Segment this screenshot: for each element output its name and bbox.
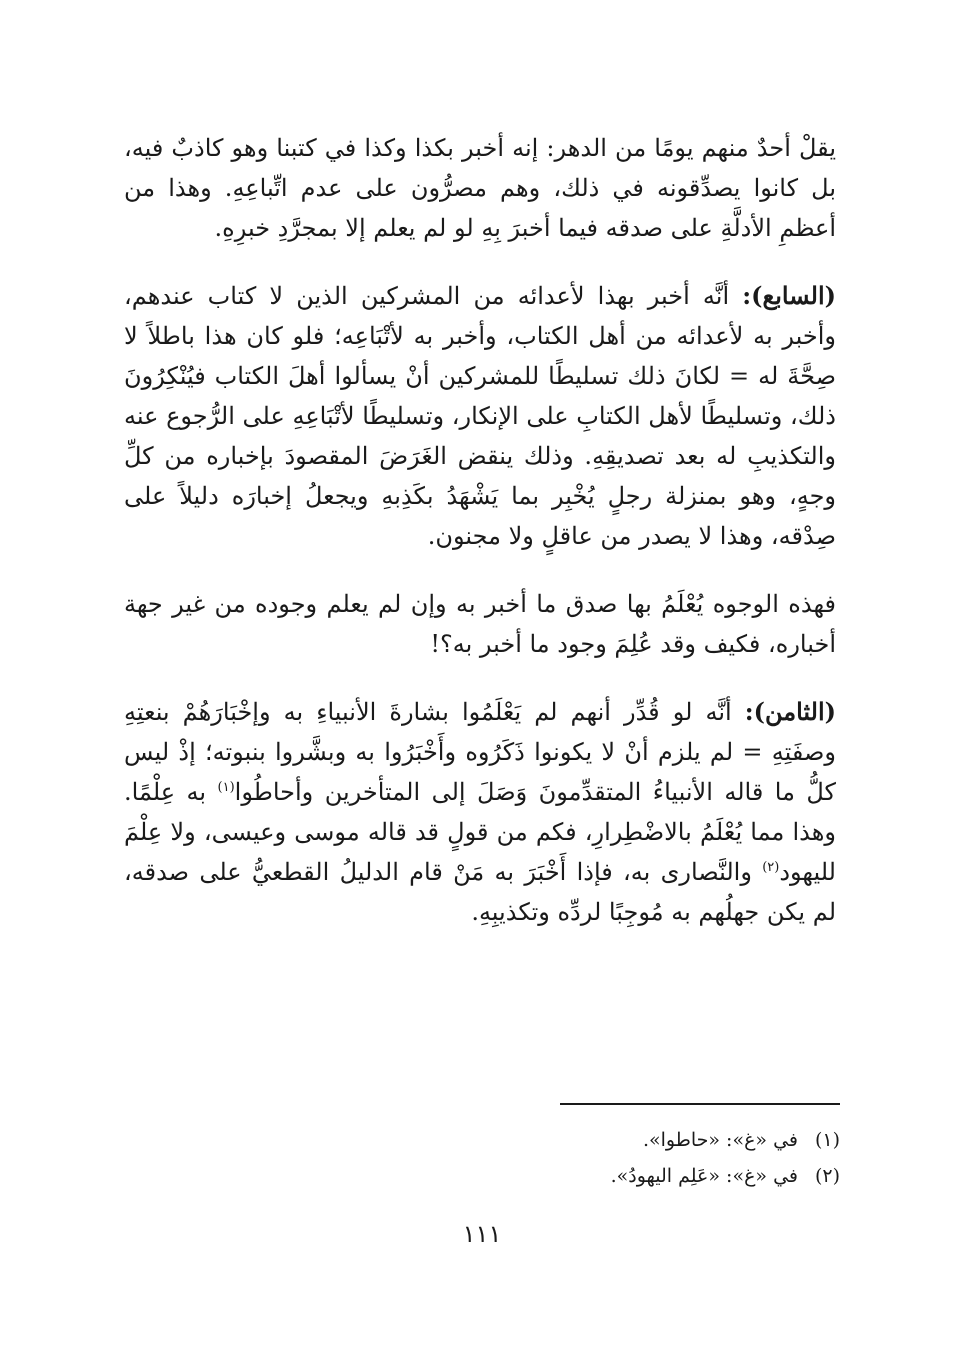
paragraph-text: والنَّصارى به، فإذا أَخْبَرَ به مَنْ قام الدليلُ القطعيُّ على صدقه، لم يكن جهلُهم به مُوجِبًا لردِّه وتكذيبِهِ. <box>124 858 836 926</box>
paragraph-text: به عِلْمًا. وهذا مما يُعْلَمُ بالاضْطِرارِ، فكم من قولٍ قد قاله موسى وعيسى، ولا عِلْمَ لليهود <box>124 778 836 886</box>
footnote-item <box>128 1122 840 1158</box>
paragraph-eighth <box>124 692 836 932</box>
footnote-divider <box>560 1103 840 1105</box>
footnote-text: في «غ»: «حاطوا». <box>642 1129 798 1151</box>
footnote-marker[interactable]: (١) <box>217 780 235 795</box>
page-body <box>124 128 836 932</box>
footnotes-section <box>128 1122 840 1194</box>
paragraph-summary <box>124 584 836 664</box>
paragraph-heading: (السابع): <box>742 281 836 310</box>
footnote-number: (٢) <box>814 1165 840 1187</box>
paragraph-text: أنَّه لو قُدِّر أنهم لم يَعْلَمُوا بشارةَ الأنبياءِ به وإخْبَارَهُمْ بنعتِهِ وصفَتِهِ = لم يلزم أنْ لا يكونوا ذَكَرُوه وأَخْبَرُوا به وبشَّروا بنبوته؛ إذْ ليس كلُّ ما قاله الأنبياءُ المتقدِّمونَ وَصَلَ إلى المتأخرين وأحاطُوا <box>124 698 836 806</box>
paragraph-text: فهذه الوجوه يُعْلَمُ بها صدق ما أخبر به وإن لم يعلم وجوده من غير جهة أخباره، فكيف وقد عُلِمَ وجود ما أخبر به؟! <box>124 590 836 658</box>
page-number: ١١١ <box>462 1220 502 1248</box>
footnote-number: (١) <box>814 1129 840 1151</box>
footnote-marker[interactable]: (٢) <box>762 860 780 875</box>
paragraph-continuation <box>124 128 836 248</box>
paragraph-heading: (الثامن): <box>744 697 836 726</box>
paragraph-seventh <box>124 276 836 556</box>
paragraph-text: أنَّه أخبر بهذا لأعدائه من المشركين الذين لا كتاب عندهم، وأخبر به لأعدائه من أهل الكتاب، وأخبر به لأتْبَاعِه؛ فلو كان هذا باطلاً لا صِحَّةَ له = لكانَ ذلك تسليطًا للمشركين أنْ يسألوا أهلَ الكتاب فيُنْكِرُونَ ذلك، وتسليطًا لأهل الكتابِ على الإنكار، وتسليطًا لأتْبَاعِهِ على الرُّجوع عنه والتكذيبِ له بعد تصديقِهِ. وذلك ينقض الغَرَضَ المقصودَ بإخباره من كلِّ وجهٍ، وهو بمنزلة رجلٍ يُخْبِر بما يَشْهَدُ بكَذِبهِ ويجعلُ إخبارَه دليلاً على صِدْقه، وهذا لا يصدر من عاقلٍ ولا مجنون. <box>124 282 837 550</box>
footnote-text: في «غ»: «عَلِم اليهودُ». <box>610 1165 798 1187</box>
paragraph-text: يقلْ أحدٌ منهم يومًا من الدهر: إنه أخبر بكذا وكذا في كتبنا وهو كاذبٌ فيه، بل كانوا يصدِّقونه في ذلك، وهم مصرُّون على عدم اتِّباعِهِ. وهذا من أعظمِ الأدلَّةِ على صدقه فيما أخبرَ بِهِ لو لم يعلم إلا بمجرَّدِ خبرِهِ. <box>124 134 836 242</box>
footnote-item <box>128 1158 840 1194</box>
